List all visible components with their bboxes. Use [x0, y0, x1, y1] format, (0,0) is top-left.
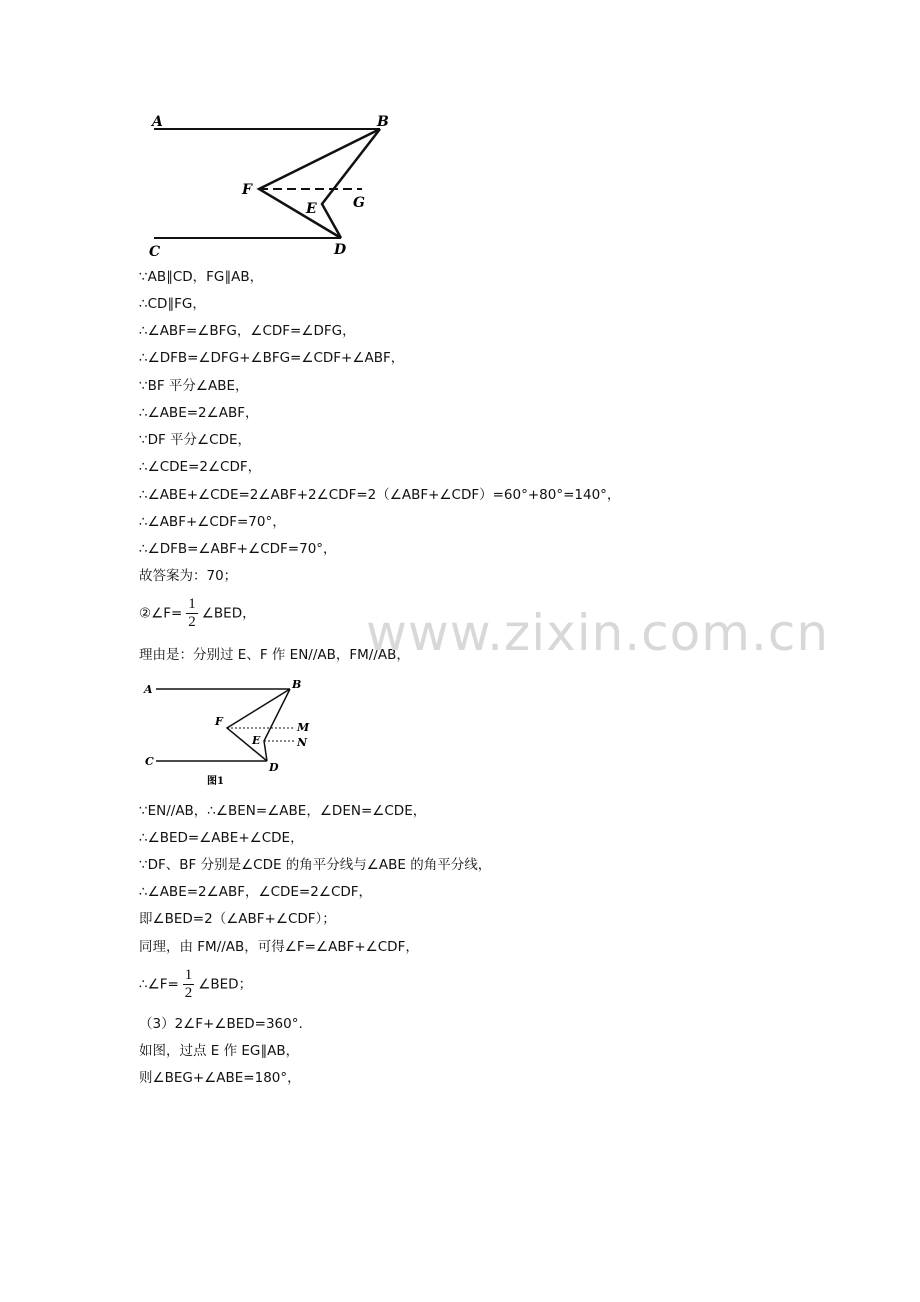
solution-line: ∴∠ABE+∠CDE=2∠ABF+2∠CDF=2（∠ABF+∠CDF）=60°+80°=140°，	[139, 487, 621, 503]
label-e: E	[306, 201, 317, 217]
label-n: N	[297, 736, 308, 749]
label-c: C	[149, 244, 161, 260]
label-a: A	[144, 683, 153, 696]
fraction-numerator: 1	[188, 596, 196, 612]
solution-line: 同理，由 FM//AB，可得∠F=∠ABF+∠CDF，	[139, 939, 419, 955]
solution-line: ∴∠ABE=2∠ABF，∠CDE=2∠CDF，	[139, 884, 373, 900]
fraction-numerator: 1	[184, 967, 193, 983]
watermark: www.zixin.com.cn	[366, 604, 830, 662]
solution-line: ∵BF 平分∠ABE，	[139, 378, 249, 394]
label-d: D	[334, 242, 347, 258]
fraction-half	[186, 596, 198, 631]
solution-line: 则∠BEG+∠ABE=180°，	[139, 1070, 301, 1086]
solution-line: ∴∠DFB=∠ABF+∠CDF=70°，	[139, 541, 337, 557]
label-f: F	[242, 182, 252, 198]
label-b: B	[292, 678, 302, 691]
label-b: B	[377, 114, 389, 130]
solution-line: 即∠BED=2（∠ABF+∠CDF）；	[139, 911, 336, 927]
solution-line: ∴∠DFB=∠DFG+∠BFG=∠CDF+∠ABF，	[139, 350, 405, 366]
conclusion-prefix: ∴∠F=	[139, 976, 179, 993]
solution-line: ∴∠CDE=2∠CDF，	[139, 459, 262, 475]
claim-suffix: ∠BED，	[201, 605, 256, 622]
label-g: G	[353, 195, 365, 211]
segment-bed	[264, 689, 290, 761]
solution-line: ∴∠BED=∠ABE+∠CDE，	[139, 830, 304, 846]
solution-line: ∵DF、BF 分别是∠CDE 的角平分线与∠ABE 的角平分线，	[139, 857, 492, 873]
label-m: M	[297, 721, 310, 734]
label-e: E	[252, 734, 261, 747]
solution-line: 如图，过点 E 作 EG∥AB，	[139, 1043, 300, 1059]
solution-line: ∴CD∥FG，	[139, 296, 206, 312]
segment-bfd	[227, 689, 290, 761]
segment-bfd	[259, 129, 380, 238]
conclusion-suffix: ∠BED；	[198, 976, 253, 993]
claim-prefix: ②∠F=	[139, 605, 183, 622]
fraction-denominator: 2	[188, 614, 196, 630]
solution-line: ∴∠ABE=2∠ABF，	[139, 405, 259, 421]
label-d: D	[269, 761, 279, 774]
solution-line: ∵DF 平分∠CDE，	[139, 432, 251, 448]
label-a: A	[152, 114, 163, 130]
solution-line: ∴∠ABF+∠CDF=70°，	[139, 514, 286, 530]
label-c: C	[145, 755, 154, 768]
segment-bed	[322, 129, 380, 238]
figure-1-diagram	[140, 108, 400, 263]
solution-line: （3）2∠F+∠BED=360°.	[139, 1016, 303, 1032]
label-f: F	[215, 715, 223, 728]
figure-caption: 图1	[207, 776, 224, 787]
figure-2-diagram	[140, 674, 340, 792]
solution-line: ∵EN//AB，∴∠BEN=∠ABE，∠DEN=∠CDE，	[139, 803, 427, 819]
claim-line	[139, 596, 256, 631]
conclusion-line	[139, 967, 252, 1002]
fraction-half	[183, 967, 195, 1002]
solution-line: ∴∠ABF=∠BFG，∠CDF=∠DFG，	[139, 323, 356, 339]
reason-intro: 理由是：分别过 E、F 作 EN//AB，FM//AB，	[139, 647, 410, 663]
fraction-denominator: 2	[184, 985, 193, 1001]
solution-line: ∵AB∥CD，FG∥AB，	[139, 269, 264, 285]
solution-line: 故答案为：70；	[139, 568, 238, 584]
